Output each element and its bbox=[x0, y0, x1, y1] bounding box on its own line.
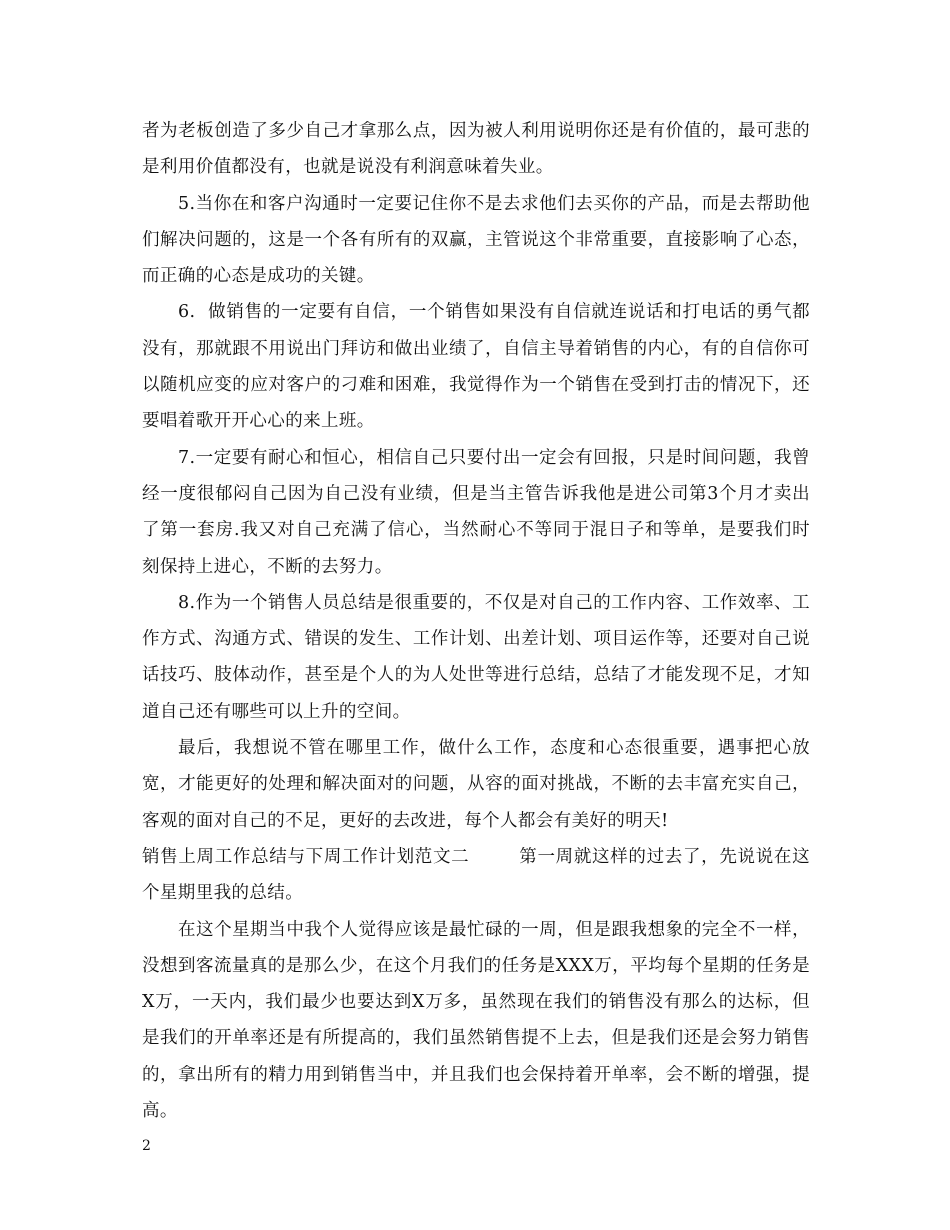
section-heading-paragraph: 销售上周工作总结与下周工作计划范文二 第一周就这样的过去了，先说说在这个星期里我的总结。 bbox=[142, 846, 810, 904]
paragraph-2: 5.当你在和客户沟通时一定要记住你不是去求他们去买你的产品，而是去帮助他们解决问题的，这是一个各有所有的双赢，主管说这个非常重要，直接影响了心态，而正确的心态是成功的关键。 bbox=[142, 193, 810, 287]
paragraph-6: 最后，我想说不管在哪里工作，做什么工作，态度和心态很重要，遇事把心放宽，才能更好的处理和解决面对的问题，从容的面对挑战，不断的去丰富充实自己，客观的面对自己的不足，更好的去改进，每个人都会有美好的明天! bbox=[142, 738, 810, 831]
page-number: 2 bbox=[142, 1138, 151, 1154]
paragraph-5: 8.作为一个销售人员总结是很重要的，不仅是对自己的工作内容、工作效率、工作方式、沟通方式、错误的发生、工作计划、出差计划、项目运作等，还要对自己说话技巧、肢体动作，甚至是个人的为人处世等进行总结，总结了才能发现不足，才知道自己还有哪些可以上升的空间。 bbox=[142, 592, 810, 722]
paragraph-4: 7.一定要有耐心和恒心，相信自己只要付出一定会有回报，只是时间问题，我曾经一度很郁闷自己因为自己没有业绩，但是当主管告诉我他是进公司第3个月才卖出了第一套房.我又对自己充满了信心，当然耐心不等同于混日子和等单，是要我们时刻保持上进心，不断的去努力。 bbox=[142, 447, 810, 577]
paragraph-3: 6. 做销售的一定要有自信，一个销售如果没有自信就连说话和打电话的勇气都没有，那就跟不用说出门拜访和做出业绩了，自信主导着销售的内心，有的自信你可以随机应变的应对客户的刁难和困难，我觉得作为一个销售在受到打击的情况下，还要唱着歌开开心心的来上班。 bbox=[142, 302, 810, 432]
paragraph-1: 者为老板创造了多少自己才拿那么点，因为被人利用说明你还是有价值的，最可悲的是利用价值都没有，也就是说没有利润意味着失业。 bbox=[142, 121, 810, 178]
document-body bbox=[142, 113, 810, 1129]
paragraph-8: 在这个星期当中我个人觉得应该是最忙碌的一周，但是跟我想象的完全不一样，没想到客流量真的是那么少，在这个月我们的任务是XXX万，平均每个星期的任务是X万，一天内，我们最少也要达到X万多，虽然现在我们的销售没有那么的达标，但是我们的开单率还是有所提高的，我们虽然销售提不上去，但是我们还是会努力销售的，拿出所有的精力用到销售当中，并且我们也会保持着开单率，会不断的增强，提高。 bbox=[142, 919, 810, 1122]
